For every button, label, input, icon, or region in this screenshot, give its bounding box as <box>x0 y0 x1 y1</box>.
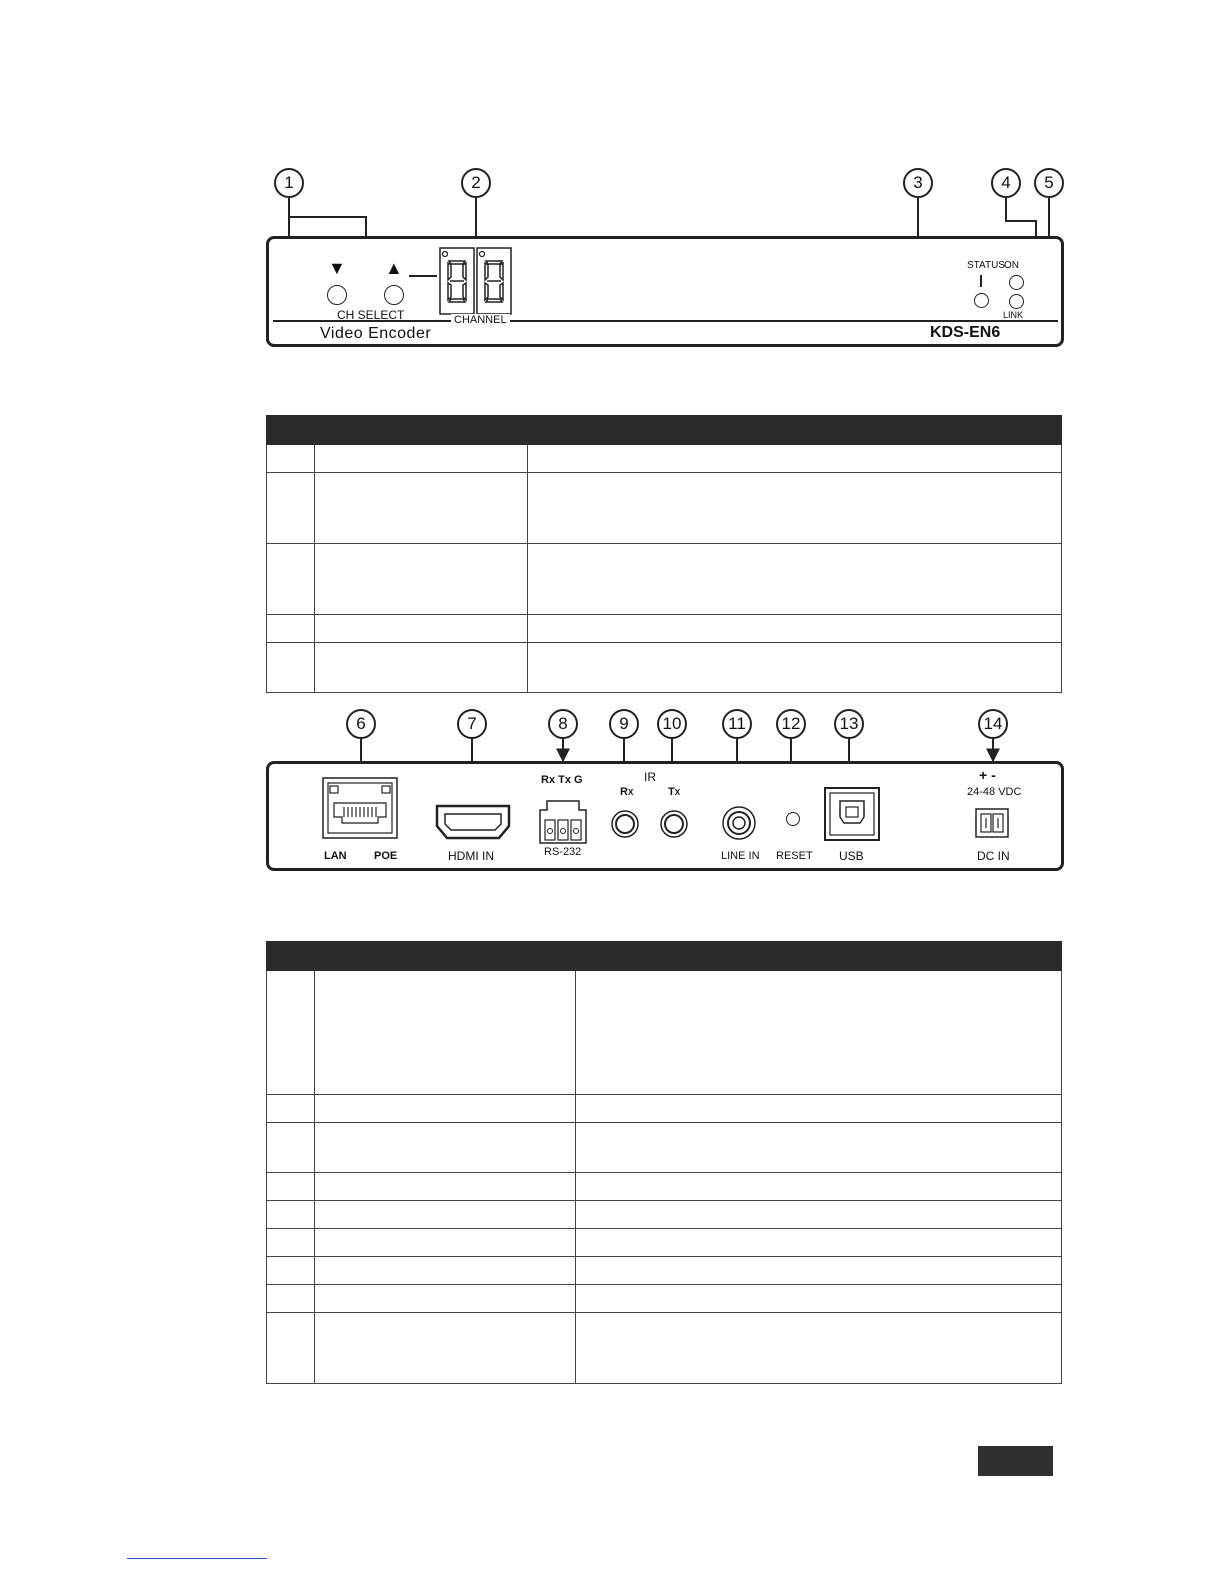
callout-12: 12 <box>776 709 806 739</box>
rear-panel <box>266 761 1064 871</box>
ir-rx-jack-icon[interactable] <box>610 809 640 839</box>
on-label: ON <box>1004 260 1019 271</box>
line-in-label: LINE IN <box>721 850 760 862</box>
ir-tx-jack-icon[interactable] <box>659 809 689 839</box>
table-row <box>267 1201 1062 1229</box>
page-number-tab <box>978 1446 1053 1476</box>
callout-7: 7 <box>457 709 487 739</box>
callout-6: 6 <box>346 709 376 739</box>
ir-tx-label: Tx <box>668 786 681 798</box>
rs232-pins-label: Rx Tx G <box>541 774 583 786</box>
lan-port-icon[interactable] <box>322 777 398 839</box>
poe-label: POE <box>374 850 398 862</box>
line-in-jack-icon[interactable] <box>721 805 757 841</box>
lan-label: LAN <box>324 850 347 862</box>
ch-select-label: CH SELECT <box>337 308 405 322</box>
ir-label: IR <box>644 770 656 784</box>
usb-port-icon[interactable] <box>824 787 880 841</box>
footer-link-line[interactable] <box>127 1558 267 1559</box>
header-cell-num <box>267 942 315 971</box>
callout-10: 10 <box>657 709 687 739</box>
table-row <box>267 1285 1062 1313</box>
rs232-label: RS-232 <box>544 846 582 858</box>
rear-panel-table <box>266 941 1062 1384</box>
table-row <box>267 1123 1062 1173</box>
callout-4: 4 <box>991 168 1021 198</box>
callout-2: 2 <box>461 168 491 198</box>
table-row <box>267 1257 1062 1285</box>
product-label: Video Encoder <box>320 325 432 342</box>
dc-voltage-label: 24-48 VDC <box>967 786 1022 798</box>
status-label: STATUS <box>967 260 1005 271</box>
usb-label: USB <box>839 849 864 863</box>
header-cell-function <box>576 942 1062 971</box>
callout-11: 11 <box>722 709 752 739</box>
table-row <box>267 1229 1062 1257</box>
ir-rx-label: Rx <box>620 786 634 798</box>
link-label: LINK <box>1003 310 1024 320</box>
table-row <box>267 971 1062 1095</box>
callout-8: 8 <box>548 709 578 739</box>
model-label: KDS-EN6 <box>930 324 1001 341</box>
table-row <box>267 1173 1062 1201</box>
reset-button[interactable] <box>786 812 800 826</box>
down-arrow-icon: ▼ <box>328 258 346 278</box>
callout-14: 14 <box>978 709 1008 739</box>
table-row <box>267 1095 1062 1123</box>
callout-5: 5 <box>1034 168 1064 198</box>
hdmi-label: HDMI IN <box>448 849 494 863</box>
dc-in-label: DC IN <box>977 849 1010 863</box>
callout-9: 9 <box>609 709 639 739</box>
callout-1: 1 <box>274 168 304 198</box>
dc-in-terminal-icon[interactable] <box>975 808 1009 838</box>
hdmi-port-icon[interactable] <box>435 804 511 840</box>
channel-label: CHANNEL <box>451 314 510 326</box>
rs232-terminal-icon[interactable] <box>539 800 587 844</box>
callout-13: 13 <box>834 709 864 739</box>
dc-polarity-label: + - <box>979 767 996 783</box>
callout-3: 3 <box>903 168 933 198</box>
reset-label: RESET <box>776 850 813 862</box>
up-arrow-icon: ▲ <box>385 258 403 278</box>
table-row <box>267 1313 1062 1384</box>
header-cell-feature <box>315 942 576 971</box>
